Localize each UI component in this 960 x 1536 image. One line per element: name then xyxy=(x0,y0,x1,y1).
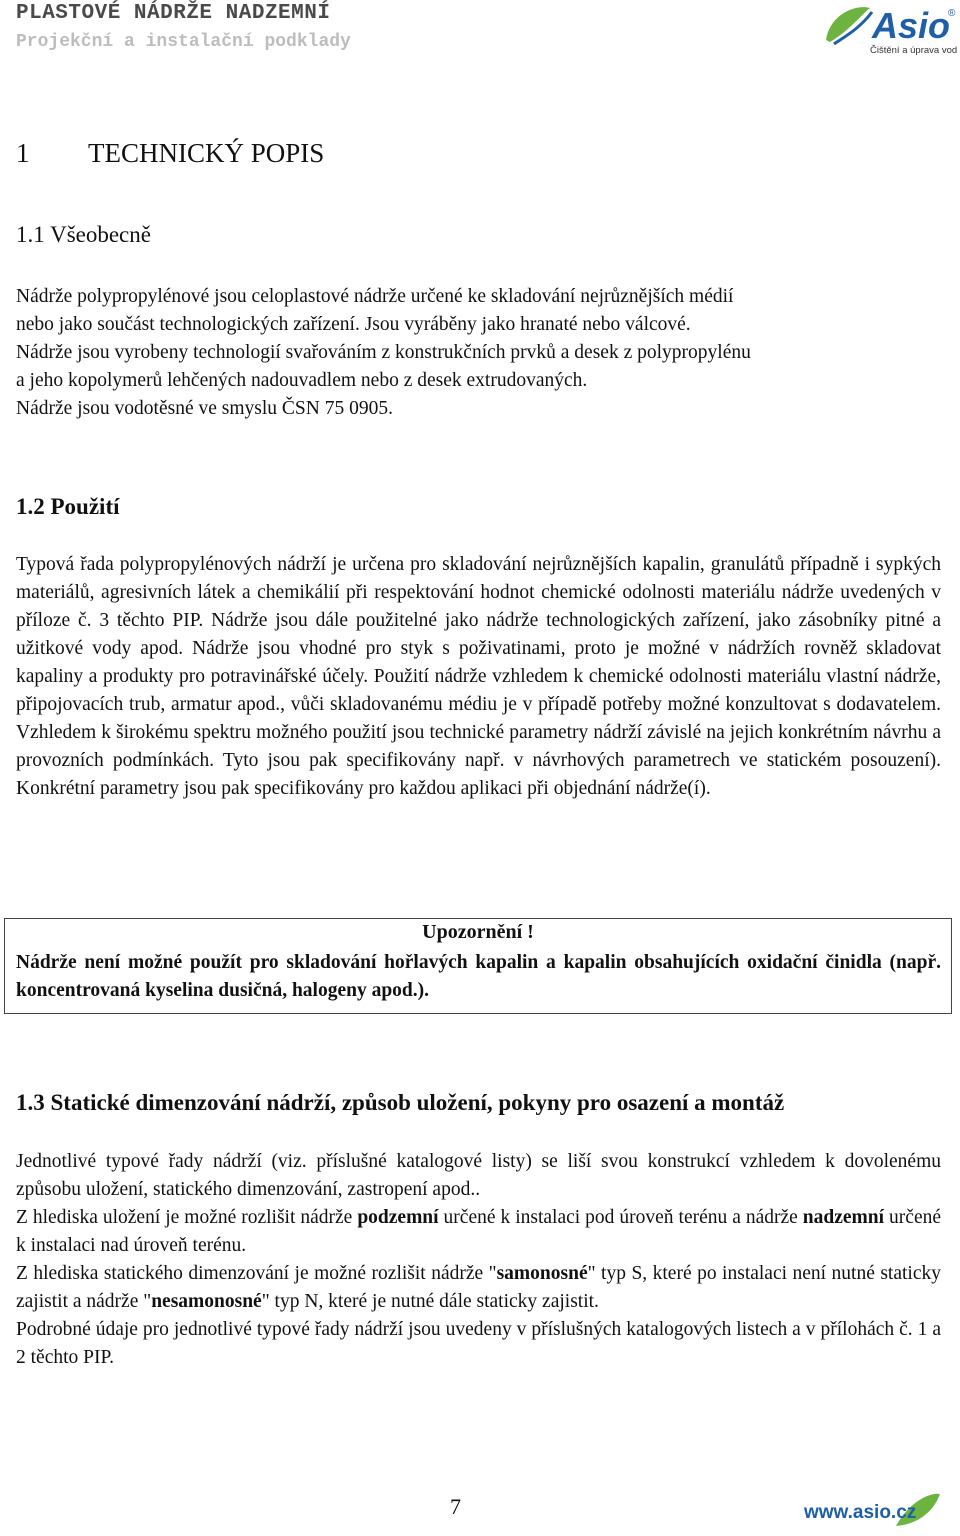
text-line: Nádrže polypropylénové jsou celoplastové nádrže určené ke skladování nejrůznějších médií xyxy=(16,286,734,307)
header-subtitle: Projekční a instalační podklady xyxy=(16,32,351,52)
text-line: Nádrže jsou vodotěsné ve smyslu ČSN 75 0905. xyxy=(16,398,393,419)
logo-leaf-icon xyxy=(826,7,870,42)
footer-website-logo xyxy=(800,1490,942,1530)
logo-tagline: Čištění a úprava vod xyxy=(870,45,958,56)
header-title: PLASTOVÉ NÁDRŽE NADZEMNÍ xyxy=(16,2,331,25)
paragraph-1: Jednotlivé typové řady nádrží (viz. příslušné katalogové listy) se liší svou konstrukcí vzhledem k dovolenému způsobu uložení, statického dimenzování, zastropení apod.. xyxy=(16,1151,941,1200)
warning-text: Nádrže není možné použít pro skladování hořlavých kapalin a kapalin obsahujících oxidační činidla (např. koncentrovaná kyselina dusičná, halogeny apod.). xyxy=(16,952,941,1001)
paragraph-3: Z hlediska statického dimenzování je možné rozlišit nádrže "samonosné" typ S, které po instalaci není nutné staticky zajistit a nádrže "nesamonosné" typ N, které je nutné dále staticky zajistit. xyxy=(16,1263,941,1312)
logo-text: Asio xyxy=(872,5,951,46)
subsection-1-1-text xyxy=(16,283,941,423)
bold-term-nadzemni: nadzemní xyxy=(802,1207,885,1228)
text-line: Nádrže jsou vyrobeny technologií svařováním z konstrukčních prvků a desek z polypropylénu xyxy=(16,342,751,363)
subsection-1-2-text: Typová řada polypropylénových nádrží je určena pro skladování nejrůznějších kapalin, granulátů případně i sypkých materiálů, agresivních látek a chemikálií při respektování hodnot chemické odolnosti materiálu nádrže uvedených v příloze č. 3 těchto PIP. Nádrže jsou dále použitelné jako nádrže technologických zařízení, jako zásobníky pitné a užitkové vody apod. Nádrže jsou vhodné pro styk s poživatinami, proto je možné v nádržích rovněž skladovat kapaliny a produkty pro potravinářské účely. Použití nádrže vzhledem k chemické odolnosti materiálu vlastní nádrže, připojovacích trub, armatur apod., vůči skladovanému médiu je v případě potřeby možné konzultovat s dodavatelem. Vzhledem k širokému spektru možného použití jsou technické parametry nádrží závislé na jejich konkrétním návrhu a provozních podmínkách. Tyto jsou pak specifikovány např. v návrhových parametrech ve statickém posouzení). Konkrétní parametry jsou pak specifikovány pro každou aplikaci při objednání nádrže(í). xyxy=(16,554,941,799)
section-title: TECHNICKÝ POPIS xyxy=(88,138,325,168)
subsection-1-1-title: 1.1 Všeobecně xyxy=(16,222,151,247)
footer-website-text: www.asio.cz xyxy=(804,1502,917,1523)
section-heading xyxy=(16,138,324,169)
subsection-1-3-text xyxy=(16,1148,941,1372)
page-number: 7 xyxy=(450,1494,461,1519)
warning-box xyxy=(4,918,952,1014)
subsection-1-3-title: 1.3 Statické dimenzování nádrží, způsob uložení, pokyny pro osazení a montáž xyxy=(16,1090,785,1115)
text-line: nebo jako součást technologických zařízení. Jsou vyráběny jako hranaté nebo válcové. xyxy=(16,314,691,335)
bold-term-nesamonosne: nesamonosné xyxy=(151,1291,262,1312)
logo-registered-mark: ® xyxy=(948,8,956,19)
section-number: 1 xyxy=(16,138,30,168)
paragraph-4: Podrobné údaje pro jednotlivé typové řady nádrží jsou uvedeny v příslušných katalogových listech a v přílohách č. 1 a 2 těchto PIP. xyxy=(16,1319,941,1368)
warning-title: Upozornění ! xyxy=(422,921,534,943)
text-line: a jeho kopolymerů lehčených nadouvadlem nebo z desek extrudovaných. xyxy=(16,370,588,391)
bold-term-samonosne: samonosné xyxy=(496,1263,588,1284)
asio-logo xyxy=(820,0,958,58)
subsection-1-2-title: 1.2 Použití xyxy=(16,494,120,519)
bold-term-podzemni: podzemní xyxy=(357,1207,439,1228)
paragraph-2: Z hlediska uložení je možné rozlišit nádrže podzemní určené k instalaci pod úroveň terénu a nádrže nadzemní určené k instalaci nad úroveň terénu. xyxy=(16,1207,941,1256)
